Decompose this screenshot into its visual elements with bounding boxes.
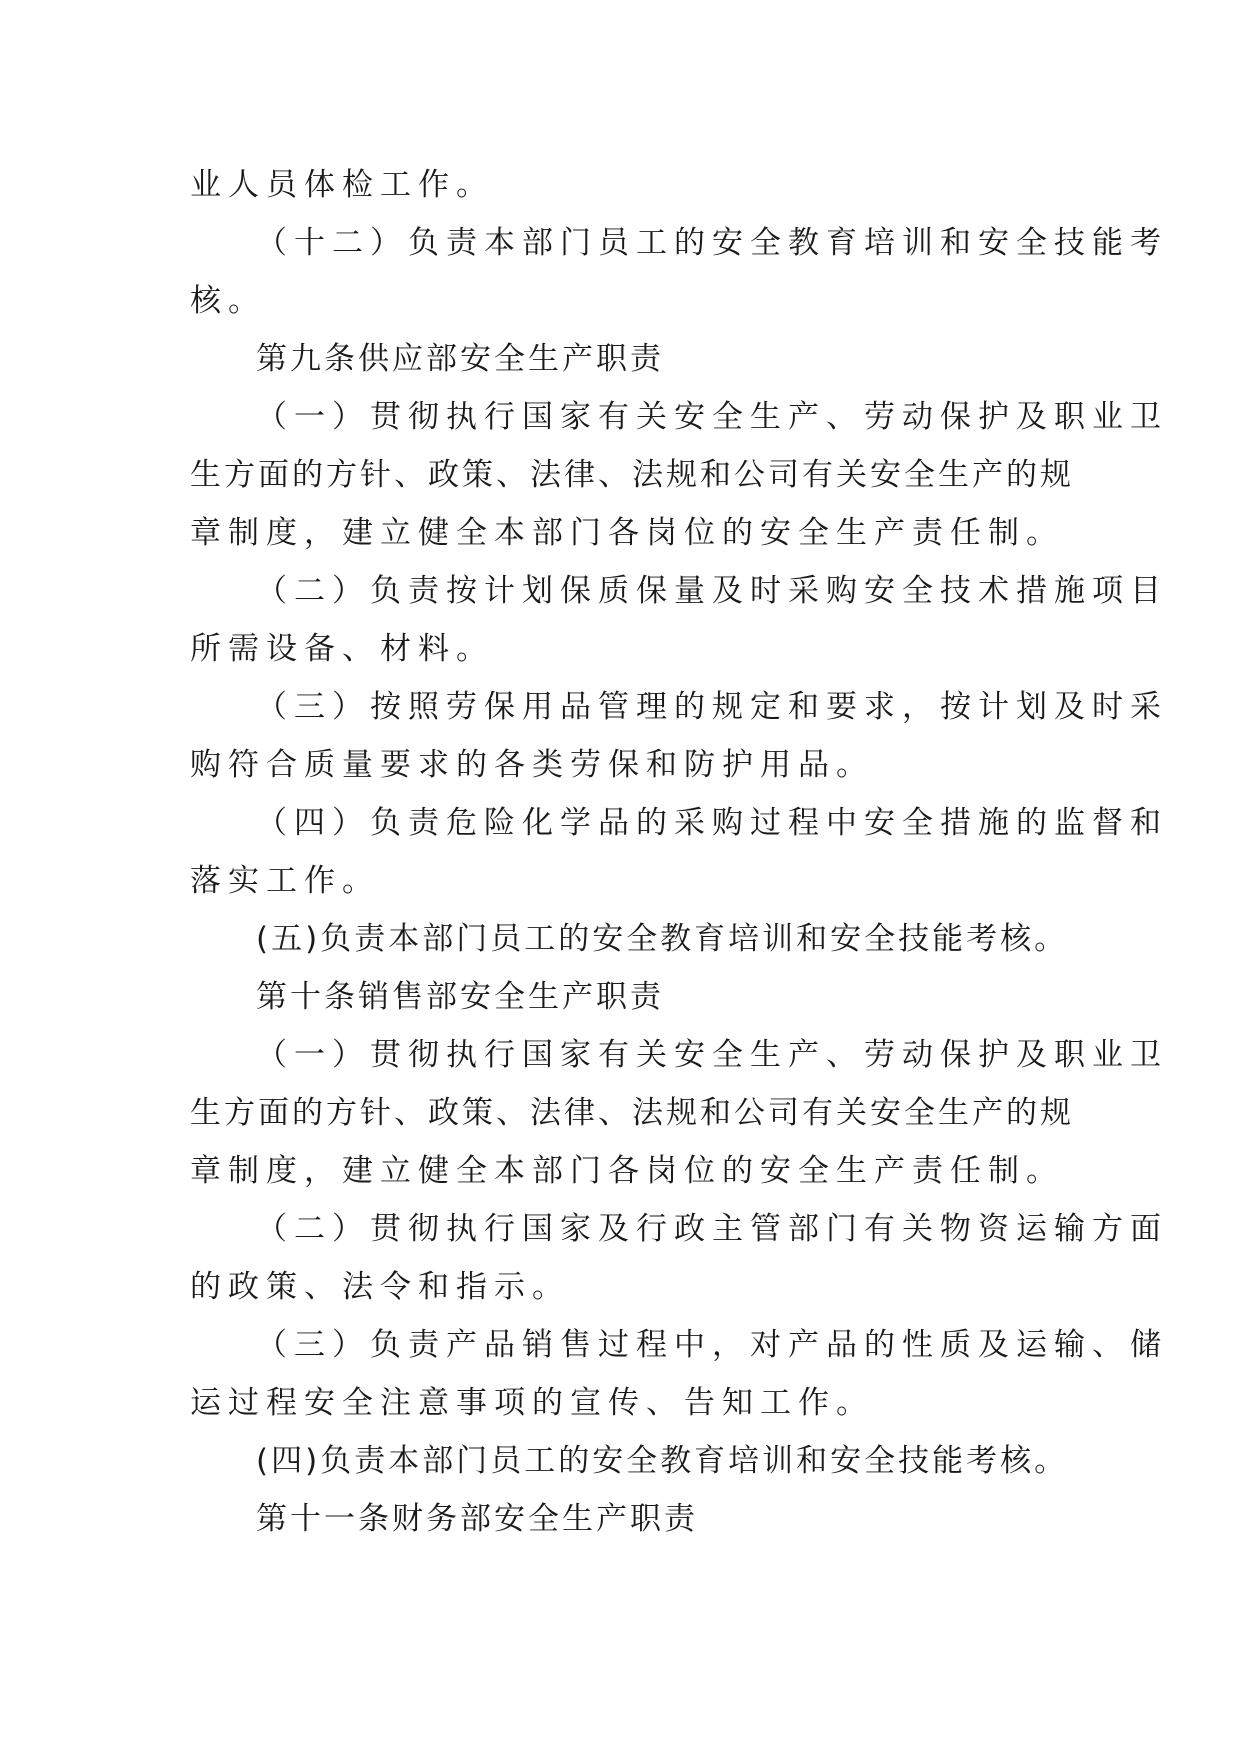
text-line: （一）贯彻执行国家有关安全生产、劳动保护及职业卫 <box>256 1037 1168 1073</box>
text-line: (四)负责本部门员工的安全教育培训和安全技能考核。 <box>256 1443 1069 1479</box>
text-line: （二）负责按计划保质保量及时采购安全技术措施项目 <box>256 573 1168 609</box>
text-line: 核。 <box>190 283 266 319</box>
text-line: 运过程安全注意事项的宣传、告知工作。 <box>190 1385 874 1421</box>
article-heading: 第九条供应部安全生产职责 <box>256 341 664 377</box>
text-line: （四）负责危险化学品的采购过程中安全措施的监督和 <box>256 805 1168 841</box>
text-line: 所需设备、材料。 <box>190 631 494 667</box>
article-heading: 第十条销售部安全生产职责 <box>256 979 664 1015</box>
text-line: 业人员体检工作。 <box>190 167 494 203</box>
text-line: （二）贯彻执行国家及行政主管部门有关物资运输方面 <box>256 1211 1168 1247</box>
text-line: （三）按照劳保用品管理的规定和要求，按计划及时采 <box>256 689 1168 725</box>
text-line: (五)负责本部门员工的安全教育培训和安全技能考核。 <box>256 921 1069 957</box>
text-line: （一）贯彻执行国家有关安全生产、劳动保护及职业卫 <box>256 399 1168 435</box>
text-line: 的政策、法令和指示。 <box>190 1269 570 1305</box>
text-line: 生方面的方针、政策、法律、法规和公司有关安全生产的规 <box>190 1095 1074 1131</box>
article-heading: 第十一条财务部安全生产职责 <box>256 1501 698 1537</box>
text-line: （十二）负责本部门员工的安全教育培训和安全技能考 <box>256 225 1168 261</box>
text-line: 章制度，建立健全本部门各岗位的安全生产责任制。 <box>190 1153 1064 1189</box>
text-line: （三）负责产品销售过程中，对产品的性质及运输、储 <box>256 1327 1168 1363</box>
text-line: 章制度，建立健全本部门各岗位的安全生产责任制。 <box>190 515 1064 551</box>
text-line: 生方面的方针、政策、法律、法规和公司有关安全生产的规 <box>190 457 1074 493</box>
text-line: 购符合质量要求的各类劳保和防护用品。 <box>190 747 874 783</box>
text-line: 落实工作。 <box>190 863 380 899</box>
